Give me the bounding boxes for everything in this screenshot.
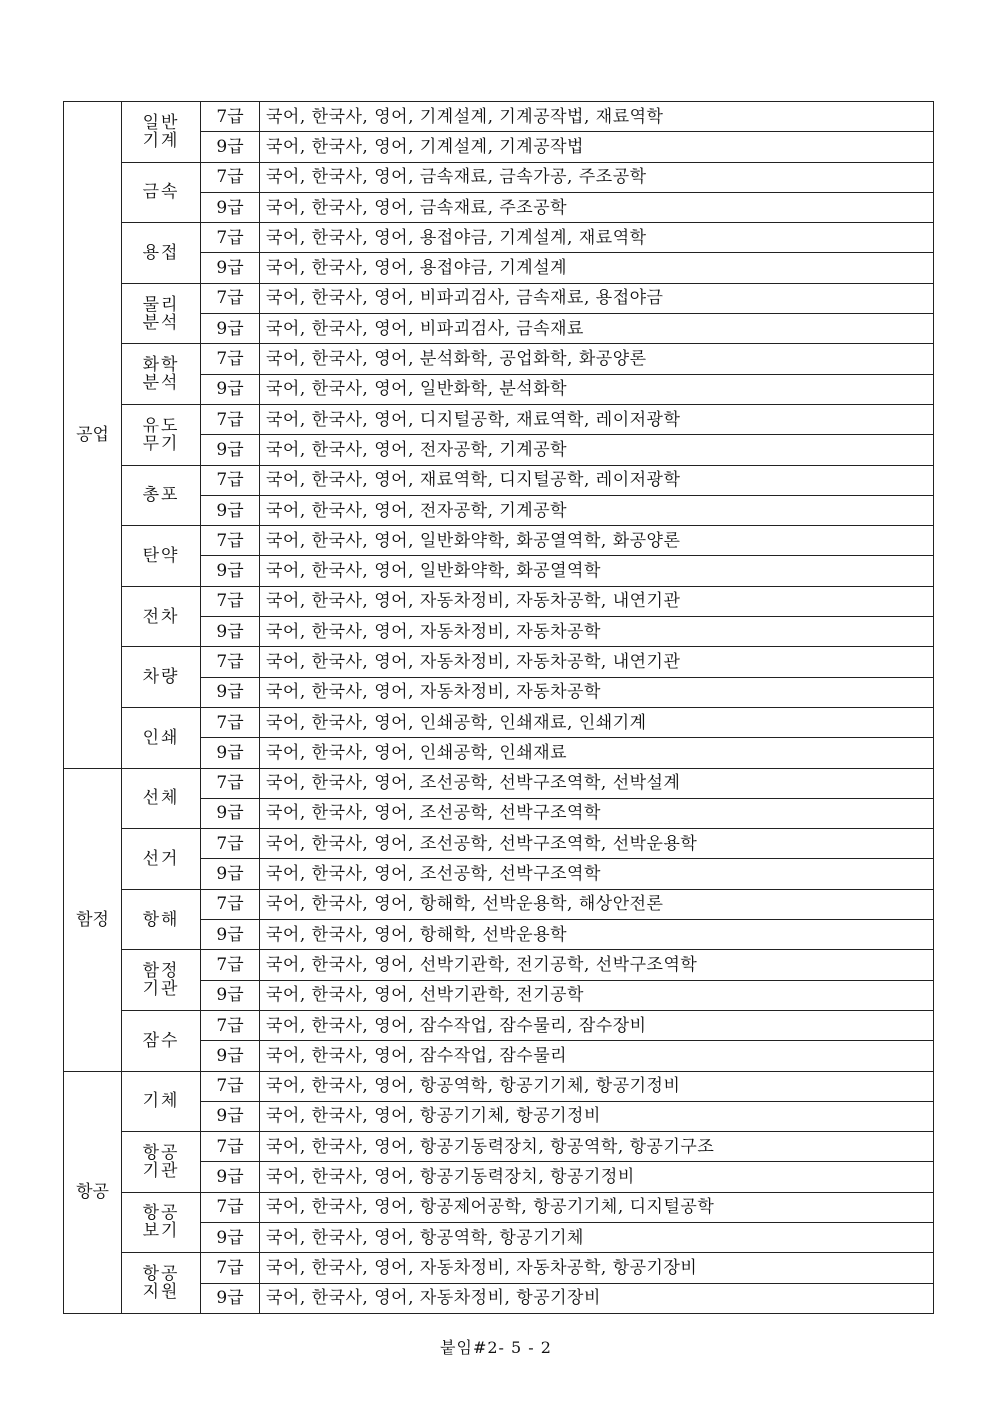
grade-cell: 9급	[201, 677, 260, 707]
specialty-name-line: 보기	[142, 1221, 180, 1242]
specialty-name-line: 인쇄	[142, 727, 180, 748]
specialty-cell	[122, 1253, 201, 1314]
grade-cell: 9급	[201, 738, 260, 768]
specialty-cell	[122, 465, 201, 526]
table-row	[64, 647, 934, 677]
subjects-cell: 국어, 한국사, 영어, 자동차정비, 자동차공학, 내연기관	[260, 586, 934, 616]
subjects-cell: 국어, 한국사, 영어, 일반화약학, 화공열역학, 화공양론	[260, 526, 934, 556]
grade-cell: 7급	[201, 829, 260, 859]
grade-cell: 7급	[201, 526, 260, 556]
specialty-name-line: 선거	[142, 848, 180, 869]
subjects-cell: 국어, 한국사, 영어, 조선공학, 선박구조역학, 선박설계	[260, 768, 934, 798]
specialty-cell	[122, 344, 201, 405]
grade-cell: 7급	[201, 465, 260, 495]
grade-cell: 9급	[201, 920, 260, 950]
specialty-cell	[122, 526, 201, 587]
specialty-name-line: 지원	[142, 1282, 180, 1303]
grade-cell: 9급	[201, 1222, 260, 1252]
grade-cell: 7급	[201, 1192, 260, 1222]
subjects-cell: 국어, 한국사, 영어, 기계설계, 기계공작법, 재료역학	[260, 102, 934, 132]
subjects-cell: 국어, 한국사, 영어, 조선공학, 선박구조역학	[260, 798, 934, 828]
subjects-cell: 국어, 한국사, 영어, 비파괴검사, 금속재료, 용접야금	[260, 283, 934, 313]
subjects-cell: 국어, 한국사, 영어, 항공제어공학, 항공기기체, 디지털공학	[260, 1192, 934, 1222]
subjects-cell: 국어, 한국사, 영어, 자동차정비, 항공기장비	[260, 1283, 934, 1313]
grade-cell: 7급	[201, 1132, 260, 1162]
specialty-name-line: 탄약	[142, 545, 180, 566]
specialty-name-line: 무기	[142, 433, 180, 454]
specialty-cell	[122, 586, 201, 647]
grade-cell: 9급	[201, 314, 260, 344]
specialty-name-line: 분석	[142, 312, 180, 333]
specialty-cell	[122, 1132, 201, 1193]
specialty-cell	[122, 889, 201, 950]
page-footer: 붙임#2- 5 - 2	[440, 1338, 552, 1357]
grade-cell: 9급	[201, 980, 260, 1010]
specialty-name-line: 화학	[142, 355, 180, 376]
specialty-name-line: 항공	[142, 1203, 180, 1224]
specialty-cell	[122, 829, 201, 890]
subjects-cell: 국어, 한국사, 영어, 조선공학, 선박구조역학, 선박운용학	[260, 829, 934, 859]
grade-cell: 9급	[201, 435, 260, 465]
grade-cell: 9급	[201, 374, 260, 404]
specialty-name-line: 전차	[142, 606, 180, 627]
table-row	[64, 829, 934, 859]
subjects-cell: 국어, 한국사, 영어, 전자공학, 기계공학	[260, 495, 934, 525]
specialty-name-line: 총포	[142, 485, 180, 506]
subjects-cell: 국어, 한국사, 영어, 조선공학, 선박구조역학	[260, 859, 934, 889]
grade-cell: 7급	[201, 1010, 260, 1040]
subjects-cell: 국어, 한국사, 영어, 항공역학, 항공기기체, 항공기정비	[260, 1071, 934, 1101]
table-row	[64, 1192, 934, 1222]
specialty-name-line: 용접	[142, 242, 180, 263]
specialty-name-line: 일반	[142, 112, 180, 133]
grade-cell: 9급	[201, 1041, 260, 1071]
table-row	[64, 950, 934, 980]
table-row	[64, 768, 934, 798]
subjects-cell: 국어, 한국사, 영어, 용접야금, 기계설계, 재료역학	[260, 223, 934, 253]
specialty-name-line: 항공	[142, 1264, 180, 1285]
grade-cell: 7급	[201, 768, 260, 798]
table-row	[64, 1253, 934, 1283]
subjects-cell: 국어, 한국사, 영어, 금속재료, 주조공학	[260, 192, 934, 222]
specialty-name-line: 함정	[142, 961, 180, 982]
table-row	[64, 223, 934, 253]
subjects-cell: 국어, 한국사, 영어, 항해학, 선박운용학	[260, 920, 934, 950]
subjects-cell: 국어, 한국사, 영어, 자동차정비, 자동차공학	[260, 617, 934, 647]
table-row	[64, 526, 934, 556]
subjects-cell: 국어, 한국사, 영어, 일반화약학, 화공열역학	[260, 556, 934, 586]
subjects-cell: 국어, 한국사, 영어, 자동차정비, 자동차공학, 내연기관	[260, 647, 934, 677]
grade-cell: 7급	[201, 344, 260, 374]
grade-cell: 7급	[201, 404, 260, 434]
category-cell: 공업	[64, 102, 122, 769]
specialty-name-line: 항공	[142, 1142, 180, 1163]
table-row	[64, 707, 934, 737]
specialty-cell	[122, 404, 201, 465]
subjects-cell: 국어, 한국사, 영어, 자동차정비, 자동차공학, 항공기장비	[260, 1253, 934, 1283]
subjects-cell: 국어, 한국사, 영어, 인쇄공학, 인쇄재료	[260, 738, 934, 768]
grade-cell: 7급	[201, 1071, 260, 1101]
grade-cell: 9급	[201, 253, 260, 283]
category-cell: 함정	[64, 768, 122, 1071]
subjects-cell: 국어, 한국사, 영어, 자동차정비, 자동차공학	[260, 677, 934, 707]
subjects-cell: 국어, 한국사, 영어, 인쇄공학, 인쇄재료, 인쇄기계	[260, 707, 934, 737]
subjects-cell: 국어, 한국사, 영어, 선박기관학, 전기공학	[260, 980, 934, 1010]
subjects-cell: 국어, 한국사, 영어, 잠수작업, 잠수물리, 잠수장비	[260, 1010, 934, 1040]
category-cell: 항공	[64, 1071, 122, 1313]
subjects-cell: 국어, 한국사, 영어, 항공기동력장치, 항공역학, 항공기구조	[260, 1132, 934, 1162]
subjects-cell: 국어, 한국사, 영어, 분석화학, 공업화학, 화공양론	[260, 344, 934, 374]
specialty-cell	[122, 223, 201, 284]
grade-cell: 7급	[201, 707, 260, 737]
exam-subjects-table	[63, 101, 934, 1314]
specialty-name-line: 물리	[142, 294, 180, 315]
table-row	[64, 465, 934, 495]
grade-cell: 7급	[201, 950, 260, 980]
specialty-cell	[122, 1071, 201, 1132]
specialty-name-line: 기관	[142, 1160, 180, 1181]
grade-cell: 9급	[201, 556, 260, 586]
subjects-cell: 국어, 한국사, 영어, 항공기기체, 항공기정비	[260, 1101, 934, 1131]
grade-cell: 7급	[201, 223, 260, 253]
subjects-cell: 국어, 한국사, 영어, 기계설계, 기계공작법	[260, 132, 934, 162]
subjects-cell: 국어, 한국사, 영어, 전자공학, 기계공학	[260, 435, 934, 465]
grade-cell: 9급	[201, 859, 260, 889]
specialty-cell	[122, 950, 201, 1011]
table-row	[64, 404, 934, 434]
subjects-cell: 국어, 한국사, 영어, 디지털공학, 재료역학, 레이저광학	[260, 404, 934, 434]
subjects-cell: 국어, 한국사, 영어, 일반화학, 분석화학	[260, 374, 934, 404]
table-body	[64, 102, 934, 1314]
table-row	[64, 344, 934, 374]
subjects-cell: 국어, 한국사, 영어, 항공기동력장치, 항공기정비	[260, 1162, 934, 1192]
table-row	[64, 889, 934, 919]
specialty-cell	[122, 1192, 201, 1253]
specialty-name-line: 유도	[142, 415, 180, 436]
grade-cell: 9급	[201, 132, 260, 162]
table-row	[64, 1010, 934, 1040]
table-row	[64, 162, 934, 192]
grade-cell: 9급	[201, 1162, 260, 1192]
specialty-name-line: 선체	[142, 788, 180, 809]
subjects-cell: 국어, 한국사, 영어, 용접야금, 기계설계	[260, 253, 934, 283]
subjects-cell: 국어, 한국사, 영어, 재료역학, 디지털공학, 레이저광학	[260, 465, 934, 495]
grade-cell: 7급	[201, 647, 260, 677]
specialty-name-line: 잠수	[142, 1030, 180, 1051]
specialty-cell	[122, 707, 201, 768]
specialty-name-line: 금속	[142, 182, 180, 203]
specialty-name-line: 기관	[142, 979, 180, 1000]
specialty-cell	[122, 102, 201, 163]
specialty-name-line: 항해	[142, 909, 180, 930]
subjects-cell: 국어, 한국사, 영어, 비파괴검사, 금속재료	[260, 314, 934, 344]
table-row	[64, 1132, 934, 1162]
grade-cell: 7급	[201, 162, 260, 192]
specialty-cell	[122, 647, 201, 708]
grade-cell: 9급	[201, 617, 260, 647]
table-row	[64, 102, 934, 132]
specialty-cell	[122, 283, 201, 344]
grade-cell: 9급	[201, 1101, 260, 1131]
grade-cell: 7급	[201, 586, 260, 616]
table-row	[64, 283, 934, 313]
grade-cell: 7급	[201, 889, 260, 919]
subjects-cell: 국어, 한국사, 영어, 잠수작업, 잠수물리	[260, 1041, 934, 1071]
table-row	[64, 1071, 934, 1101]
specialty-name-line: 기계	[142, 130, 180, 151]
specialty-cell	[122, 768, 201, 829]
subjects-cell: 국어, 한국사, 영어, 금속재료, 금속가공, 주조공학	[260, 162, 934, 192]
specialty-cell	[122, 162, 201, 223]
specialty-name-line: 분석	[142, 373, 180, 394]
subjects-cell: 국어, 한국사, 영어, 선박기관학, 전기공학, 선박구조역학	[260, 950, 934, 980]
subjects-cell: 국어, 한국사, 영어, 항해학, 선박운용학, 해상안전론	[260, 889, 934, 919]
subjects-cell: 국어, 한국사, 영어, 항공역학, 항공기기체	[260, 1222, 934, 1252]
grade-cell: 7급	[201, 102, 260, 132]
grade-cell: 9급	[201, 192, 260, 222]
grade-cell: 9급	[201, 1283, 260, 1313]
grade-cell: 9급	[201, 495, 260, 525]
specialty-name-line: 기체	[142, 1091, 180, 1112]
grade-cell: 7급	[201, 1253, 260, 1283]
specialty-cell	[122, 1010, 201, 1071]
specialty-name-line: 차량	[142, 667, 180, 688]
grade-cell: 7급	[201, 283, 260, 313]
grade-cell: 9급	[201, 798, 260, 828]
table-row	[64, 586, 934, 616]
